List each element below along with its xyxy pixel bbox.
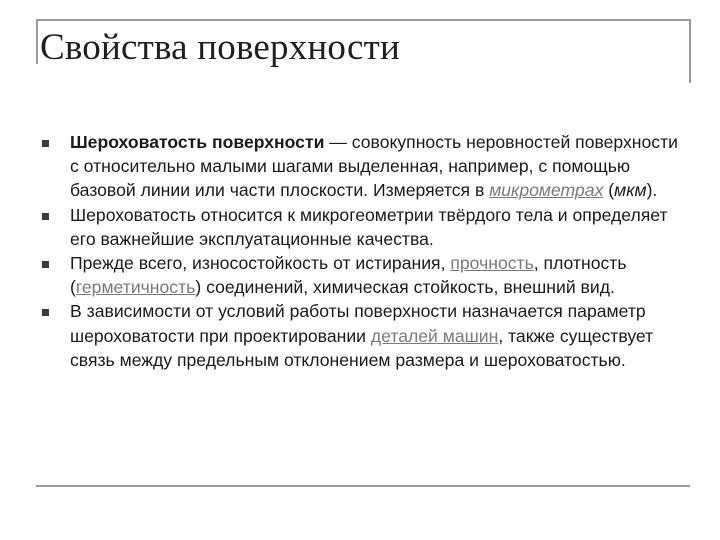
left-rule (36, 19, 38, 64)
term-roughness: Шероховатость поверхности (70, 132, 325, 152)
link-strength[interactable]: прочность (450, 253, 534, 274)
bullet-text: Шероховатость относится к микрогеометрии твёрдого тела и определяет его важнейшие эксплуатационные качества. (70, 204, 668, 249)
bullet-item-roughness-definition (40, 130, 680, 203)
bullet-text: ( (603, 180, 615, 201)
bullet-text: ). (646, 180, 658, 201)
bullet-text: Прежде всего, износостойкость от истирания, (70, 253, 451, 274)
square-bullet-icon (42, 309, 49, 316)
link-tightness[interactable]: герметичность (75, 277, 196, 298)
bullet-text: ) соединений, химическая стойкость, внешний вид. (195, 277, 615, 298)
square-bullet-icon (42, 140, 49, 147)
link-machine-parts[interactable]: деталей машин (370, 325, 499, 346)
top-rule (36, 19, 690, 21)
bottom-rule (36, 485, 690, 487)
unit-mkm: мкм (614, 180, 647, 201)
bullet-list (40, 130, 680, 372)
bullet-text: В зависимости от условий работы поверхности назначается параметр шероховатости при проектировании (70, 301, 646, 346)
slide-title: Свойства поверхности (40, 27, 401, 68)
bullet-text: — совокупность неровностей поверхности с относительно малыми шагами выделенная, например, с помощью базовой линии или части плоскости. Измеряется в (70, 132, 678, 201)
square-bullet-icon (42, 261, 49, 268)
link-micrometers[interactable]: микрометрах (489, 180, 604, 201)
right-rule (689, 19, 691, 83)
bullet-text: , также существует связь между предельным отклонением размера и шероховатостью. (70, 325, 654, 370)
bullet-item-microgeometry (40, 203, 680, 251)
square-bullet-icon (42, 213, 49, 220)
bullet-text: , плотность ( (70, 253, 627, 298)
bullet-item-wear-resistance (40, 251, 680, 299)
bullet-item-roughness-parameter (40, 299, 680, 372)
